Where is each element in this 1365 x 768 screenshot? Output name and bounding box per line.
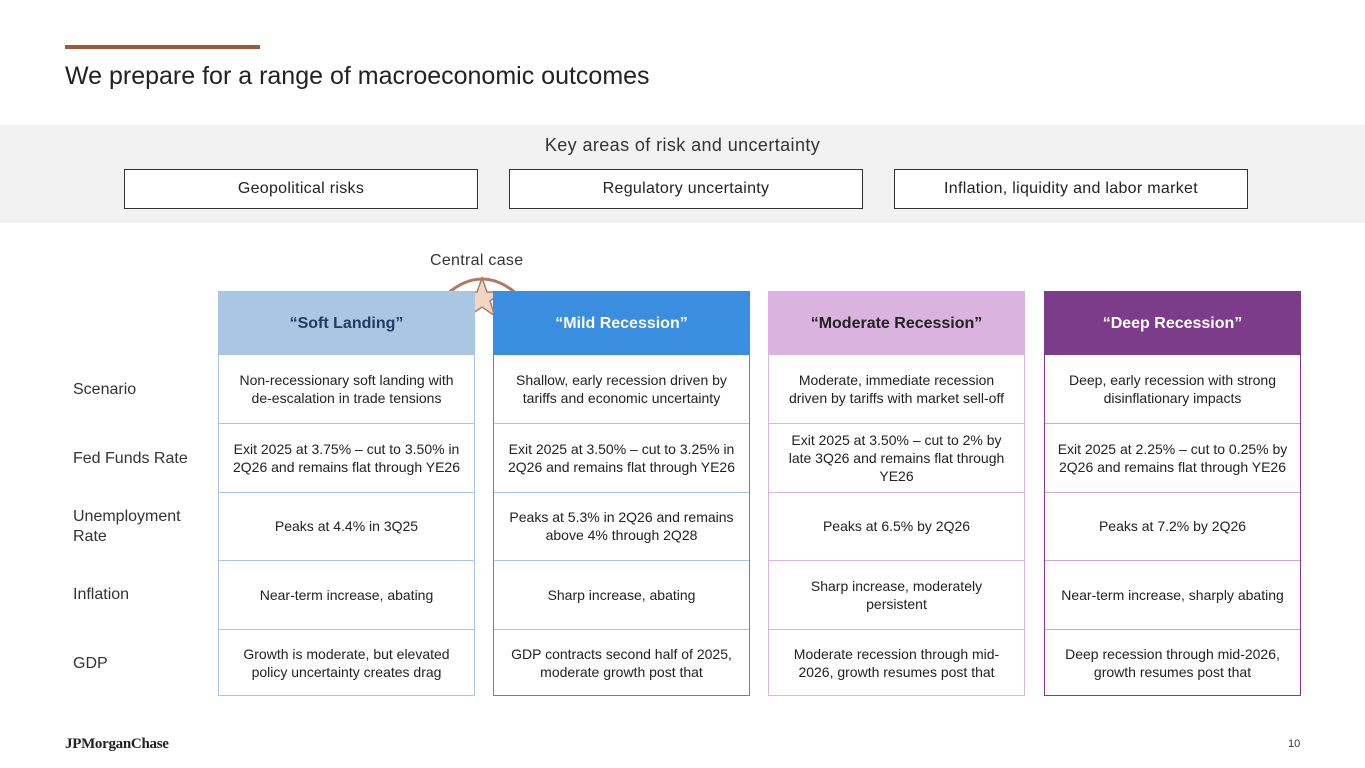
soft-landing-inflation-cell: Near-term increase, abating [219,560,474,628]
soft-landing-scenario-cell: Non-recessionary soft landing with de-escalation in trade tensions [239,372,454,407]
deep-recession-scenario-cell: Deep, early recession with strong disinflationary impacts [1069,372,1276,407]
mild-recession-gdp-cell: GDP contracts second half of 2025, moderate growth post that [494,629,749,697]
deep-recession-fed-funds-cell: Exit 2025 at 2.25% – cut to 0.25% by 2Q26 and remains flat through YE26 [1045,423,1300,491]
risk-box-regulatory: Regulatory uncertainty [509,169,863,209]
soft-landing-gdp-cell: Growth is moderate, but elevated policy uncertainty creates drag [219,629,474,697]
deep-recession-unemployment-cell: Peaks at 7.2% by 2Q26 [1045,492,1300,560]
scenario-header-deep-recession: “Deep Recession” [1045,292,1300,355]
title-accent-bar [65,45,260,49]
row-label-unemployment-rate: Unemployment Rate [73,508,181,545]
deep-recession-inflation-cell: Near-term increase, sharply abating [1045,560,1300,628]
page-number: 10 [1288,738,1301,750]
mild-recession-scenario-cell: Shallow, early recession driven by tariffs and economic uncertainty [516,372,727,407]
scenario-column-mild-recession [493,291,750,696]
moderate-recession-scenario-cell: Moderate, immediate recession driven by tariffs with market sell-off [788,372,1004,407]
moderate-recession-unemployment-cell: Peaks at 6.5% by 2Q26 [769,492,1024,560]
page-title: We prepare for a range of macroeconomic outcomes [65,62,650,90]
mild-recession-fed-funds-cell: Exit 2025 at 3.50% – cut to 3.25% in 2Q26 and remains flat through YE26 [494,423,749,491]
row-label-scenario: Scenario [73,381,137,398]
soft-landing-fed-funds-cell: Exit 2025 at 3.75% – cut to 3.50% in 2Q26 and remains flat through YE26 [219,423,474,491]
mild-recession-unemployment-cell: Peaks at 5.3% in 2Q26 and remains above 4% through 2Q28 [494,492,749,560]
scenario-column-deep-recession [1044,291,1301,696]
deep-recession-gdp-cell: Deep recession through mid-2026, growth resumes post that [1045,629,1300,697]
scenario-header-mild-recession: “Mild Recession” [494,292,749,355]
risk-box-geopolitical: Geopolitical risks [124,169,478,209]
risk-box-inflation-liquidity-labor: Inflation, liquidity and labor market [894,169,1248,209]
moderate-recession-inflation-cell: Sharp increase, moderately persistent [769,560,1024,628]
risk-band [0,125,1365,223]
jpmorganchase-logo: JPMorganChase [65,736,169,752]
mild-recession-inflation-cell: Sharp increase, abating [494,560,749,628]
central-case-label: Central case [430,252,524,269]
scenario-header-moderate-recession: “Moderate Recession” [769,292,1024,355]
moderate-recession-fed-funds-cell: Exit 2025 at 3.50% – cut to 2% by late 3Q26 and remains flat through YE26 [769,423,1024,491]
row-label-gdp: GDP [73,655,108,672]
row-label-inflation: Inflation [73,586,130,603]
risk-heading: Key areas of risk and uncertainty [544,135,821,155]
scenario-column-soft-landing [218,291,475,696]
soft-landing-unemployment-cell: Peaks at 4.4% in 3Q25 [219,492,474,560]
scenario-header-soft-landing: “Soft Landing” [219,292,474,355]
moderate-recession-gdp-cell: Moderate recession through mid-2026, growth resumes post that [769,629,1024,697]
row-label-fed-funds-rate: Fed Funds Rate [73,450,188,467]
scenario-column-moderate-recession [768,291,1025,696]
